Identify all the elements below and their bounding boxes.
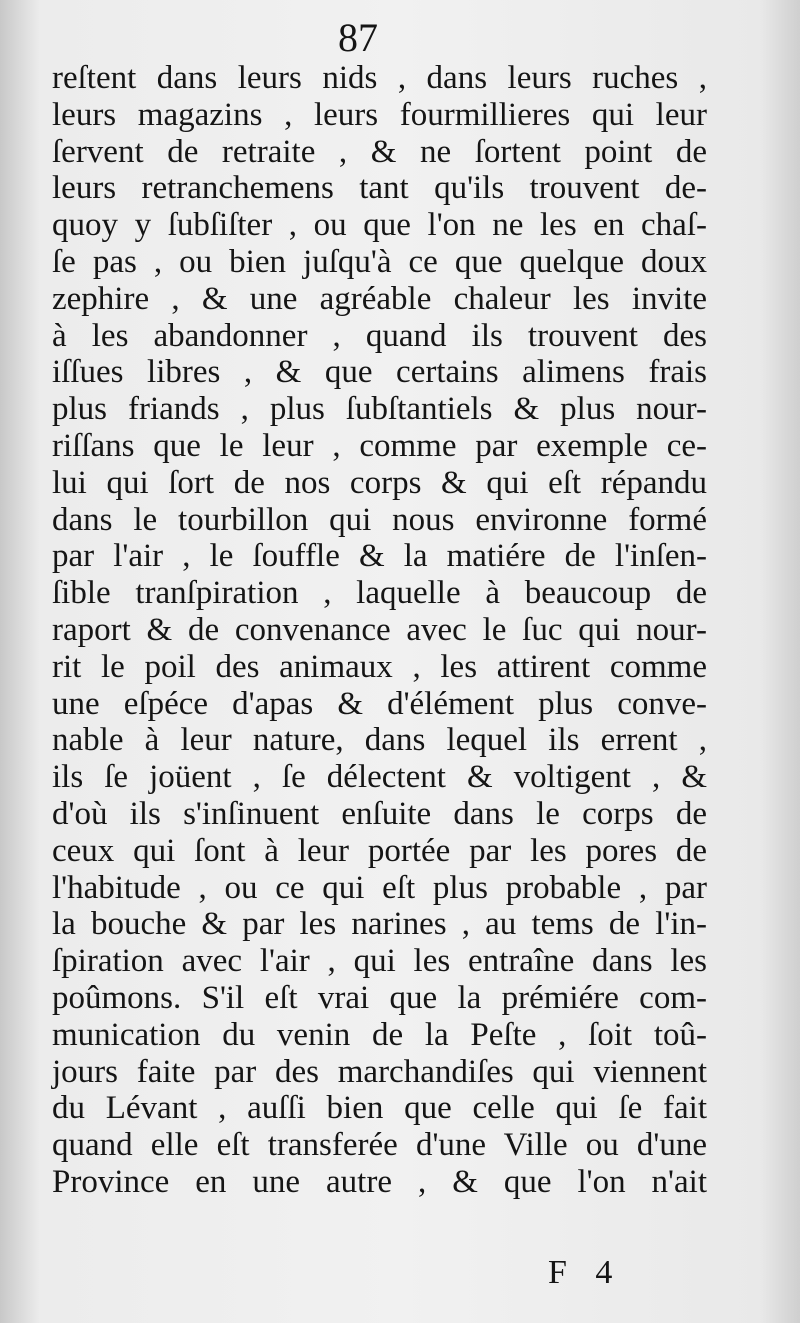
text-line: rit le poil des animaux , les attirent comme <box>52 648 707 685</box>
text-line: la bouche & par les narines , au tems de l'in- <box>52 906 707 943</box>
text-line: par l'air , le ſouffle & la matiére de l'inſen- <box>52 538 707 575</box>
text-line: leurs magazins , leurs fourmillieres qui leur <box>52 96 707 133</box>
text-line: jours faite par des marchandiſes qui viennent <box>52 1053 707 1090</box>
text-line: reſtent dans leurs nids , dans leurs ruches , <box>52 60 707 96</box>
text-line: munication du venin de la Peſte , ſoit toû- <box>52 1016 707 1053</box>
text-line: plus friands , plus ſubſtantiels & plus nour- <box>52 391 707 428</box>
text-line: ceux qui ſont à leur portée par les pores de <box>52 832 707 869</box>
text-line: à les abandonner , quand ils trouvent des <box>52 317 707 354</box>
text-line: une eſpéce d'apas & d'élément plus conve- <box>52 685 707 722</box>
text-line: ſervent de retraite , & ne ſortent point de <box>52 133 707 170</box>
text-line: ils ſe joüent , ſe délectent & voltigent , & <box>52 759 707 796</box>
text-line: d'où ils s'inſinuent enſuite dans le corps de <box>52 795 707 832</box>
text-line: leurs retranchemens tant qu'ils trouvent de- <box>52 170 707 207</box>
text-line: l'habitude , ou ce qui eſt plus probable , par <box>52 869 707 906</box>
text-line: Province en une autre , & que l'on n'ait <box>52 1163 707 1200</box>
body-text <box>52 60 707 1201</box>
text-line: ſible tranſpiration , laquelle à beaucoup de <box>52 575 707 612</box>
text-line: iſſues libres , & que certains alimens frais <box>52 354 707 391</box>
text-line: quoy y ſubſiſter , ou que l'on ne les en chaſ- <box>52 207 707 244</box>
text-line: poûmons. S'il eſt vrai que la prémiére com- <box>52 979 707 1016</box>
text-line: quand elle eſt transferée d'une Ville ou d'une <box>52 1127 707 1164</box>
text-line: riſſans que le leur , comme par exemple ce- <box>52 427 707 464</box>
text-line: du Lévant , auſſi bien que celle qui ſe fait <box>52 1090 707 1127</box>
text-line: dans le tourbillon qui nous environne formé <box>52 501 707 538</box>
signature-mark: F 4 <box>548 1254 623 1291</box>
text-line: nable à leur nature, dans lequel ils errent , <box>52 722 707 759</box>
text-line: ſpiration avec l'air , qui les entraîne dans les <box>52 943 707 980</box>
text-line: raport & de convenance avec le ſuc qui nour- <box>52 611 707 648</box>
page-number: 87 <box>338 15 378 60</box>
text-line: lui qui ſort de nos corps & qui eſt répandu <box>52 464 707 501</box>
text-line: zephire , & une agréable chaleur les invite <box>52 280 707 317</box>
text-line: ſe pas , ou bien juſqu'à ce que quelque doux <box>52 243 707 280</box>
